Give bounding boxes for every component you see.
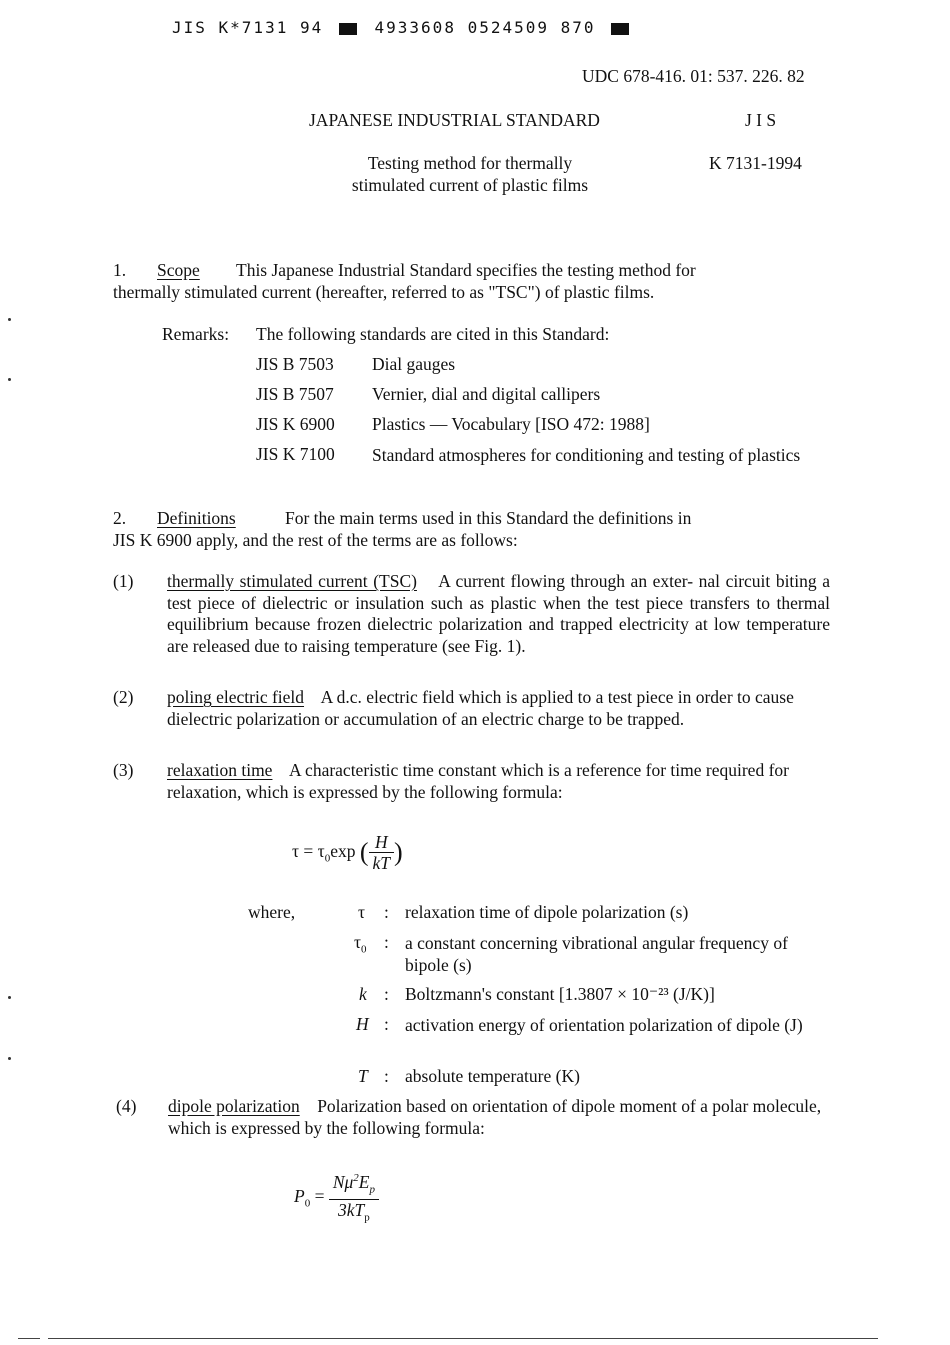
definition-text: A d.c. electric field which is applied to a test piece in order to cause dielectric polarization or accumulation of an electric charge to be trapped. (167, 687, 794, 729)
where-colon: : (384, 1066, 389, 1086)
section1-number: 1. (113, 260, 127, 280)
cited-code: JIS K 7100 (256, 444, 335, 464)
header-code-right: 4933608 0524509 870 (374, 18, 596, 37)
org-title: JAPANESE INDUSTRIAL STANDARD (309, 110, 600, 130)
definition-text: Polarization based on orientation of dipole moment of a polar molecule, which is expressed by the following formula: (168, 1096, 822, 1138)
cited-title: Vernier, dial and digital callipers (372, 384, 601, 404)
definition-number: (1) (113, 571, 134, 591)
doc-title-line1: Testing method for thermally (367, 153, 573, 173)
cited-title: Standard atmospheres for conditioning and testing of plastics (372, 445, 801, 465)
cited-title: Dial gauges (372, 354, 456, 374)
cited-code: JIS B 7503 (256, 354, 334, 374)
definition-text: A current flowing through an exter- nal circuit biting a test piece of dielectric or insulation such as plastic when the test piece transfers to thermal equilibrium because frozen dielectric polarization and trapped electricity at low temperature are released due to raising temperature (see Fig. 1). (167, 571, 830, 656)
scan-dot (8, 318, 11, 321)
udc-code: UDC 678-416. 01: 537. 226. 82 (582, 66, 805, 86)
where-description: activation energy of orientation polarization of dipole (J) (405, 1015, 803, 1035)
where-symbol: k (359, 984, 367, 1004)
definition-term: poling electric field (167, 687, 305, 707)
header-code (172, 18, 635, 37)
definition-text: A characteristic time constant which is a reference for time required for relaxation, which is expressed by the following formula: (167, 760, 789, 802)
where-description: relaxation time of dipole polarization (s) (405, 902, 689, 922)
where-colon: : (384, 932, 389, 952)
formula1-numerator: H (369, 832, 395, 853)
where-symbol: T (358, 1066, 368, 1086)
section2-number: 2. (113, 508, 127, 528)
definition-item (168, 1096, 831, 1139)
doc-number: K 7131-1994 (709, 153, 802, 173)
header-code-left: JIS K*7131 94 (172, 18, 324, 37)
definition-term: dipole polarization (168, 1096, 300, 1116)
definition-number: (3) (113, 760, 134, 780)
definition-item (167, 687, 830, 730)
jis-label: J I S (745, 110, 777, 130)
formula1-denominator: kT (372, 853, 391, 873)
where-colon: : (384, 1014, 389, 1034)
where-colon: : (384, 984, 389, 1004)
scan-dot (8, 996, 11, 999)
where-description: Boltzmann's constant [1.3807 × 10⁻²³ (J/K)] (405, 984, 715, 1004)
doc-title-line2: stimulated current of plastic films (351, 175, 589, 195)
remarks-intro: The following standards are cited in this Standard: (256, 324, 610, 344)
definition-number: (4) (116, 1096, 137, 1116)
where-symbol: τ (358, 902, 366, 922)
formula-dipole-polarization: $P_0$ = $\frac{N\mu^2E_p}{3kT_p}$ (294, 1168, 379, 1228)
definition-number: (2) (113, 687, 134, 707)
where-description: a constant concerning vibrational angular frequency of bipole (s) (405, 933, 788, 975)
scan-dot (8, 378, 11, 381)
where-symbol: H (356, 1014, 369, 1034)
barcode-block-icon (339, 23, 357, 35)
bottom-rule (48, 1338, 878, 1339)
definition-item (167, 571, 830, 657)
scan-dot (8, 1057, 11, 1060)
formula-relaxation-time: $\tau = \tau_0\exp$ ( $\frac{H}{kT}$ ) (292, 832, 403, 873)
bottom-rule-short (18, 1338, 40, 1339)
cited-code: JIS K 6900 (256, 414, 335, 434)
remarks-label: Remarks: (162, 324, 230, 344)
where-description: absolute temperature (K) (405, 1066, 580, 1086)
where-symbol: $\tau_0$ (354, 932, 367, 956)
definition-term: thermally stimulated current (TSC) (167, 571, 417, 591)
section2-text-line1: For the main terms used in this Standard the definitions in (285, 508, 692, 528)
barcode-block-icon (611, 23, 629, 35)
section2-text-line2: JIS K 6900 apply, and the rest of the terms are as follows: (113, 530, 518, 550)
section1-text-line1: This Japanese Industrial Standard specifies the testing method for (236, 260, 696, 280)
section1-heading: Scope (157, 260, 200, 280)
section2-heading: Definitions (157, 508, 236, 528)
section1-text-line2: thermally stimulated current (hereafter, referred to as "TSC") of plastic films. (113, 282, 655, 302)
cited-code: JIS B 7507 (256, 384, 334, 404)
definition-item (167, 760, 830, 803)
cited-title: Plastics — Vocabulary [ISO 472: 1988] (372, 414, 650, 434)
definition-term: relaxation time (167, 760, 273, 780)
where-label: where, (248, 902, 296, 922)
where-colon: : (384, 902, 389, 922)
